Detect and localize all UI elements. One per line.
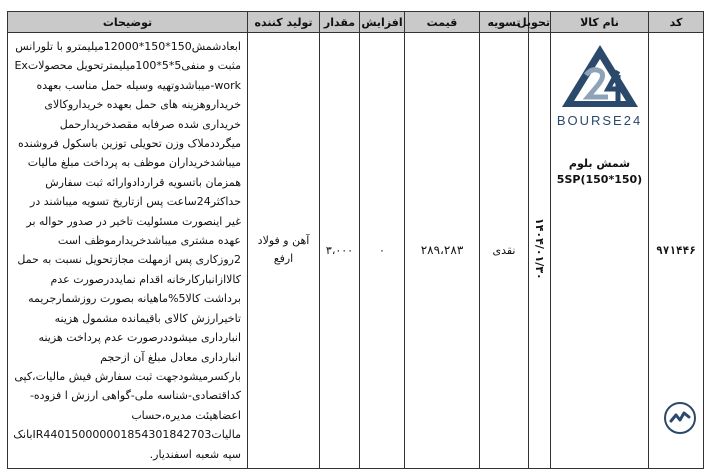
price-value: ۲۸۹،۲۸۳ [420, 243, 464, 258]
cell-delivery [529, 33, 551, 469]
header-name: نام کالا [551, 12, 649, 33]
commodity-table [7, 11, 704, 469]
cell-price [405, 33, 480, 469]
cell-description [8, 33, 248, 469]
product-code: ۹۷۱۴۴۶ [656, 243, 696, 257]
cell-producer [248, 33, 320, 469]
header-settlement: تسویه [480, 12, 529, 33]
header-quantity: مقدار [320, 12, 360, 33]
table-row [8, 33, 704, 469]
quantity-value: ۳،۰۰۰ [325, 243, 354, 257]
header-description: توضیحات [8, 12, 248, 33]
product-name [551, 156, 648, 188]
cell-increase [360, 33, 405, 469]
delivery-date: ۱۴۰۴/۰۱/۳۰ [533, 218, 546, 280]
description-text: ابعادشمش150*150*12000میلیمترو با تلورانس مثبت و منفی5*5*100میلیمترتحویل محصولاتEx work-میباشدوتهیه وسیله حمل مناسب بعهده خریداروهزینه های حمل بعهده خریداروکالای خریداری شده صرفابه مقصدخریدارحمل میگرددملاک وزن تحویلی توزین باسکول فروشنده میباشدخریداران موظف به پرداخت مبلغ مالیات همزمان باتسویه قراردادوارائه ثبت سفارش حداکثر24ساعت پس ازتاریخ تسویه میباشند در غیر اینصورت مسئولیت تاخیر در صدور حواله بر عهده مشتری میباشدخریدارموظف است 2روزکاری پس ازمهلت مجازتحویل نسبت به حمل کالاازانبارکارخانه اقدام نمایددرصورت عدم برداشت کالا5%ماهیانه بصورت روزشمارجریمه تاخیرارزش کالای باقیمانده مشمول هزینه انبارداری میشوددرصورت عدم پرداخت هزینه انبارداری معادل مبلغ آن ازحجم بارکسرمیشودجهت ثبت سفارش فیش مالیات،کپی کداقتصادی-شناسه ملی-گواهی ارزش ا فزوده- اعضاهیئت مدیره،حساب مالیاتIR440150000001854301842703بانک سپه شعبه اسفندیار. [13, 40, 241, 461]
header-increase: افزایش [360, 12, 405, 33]
bourse24-badge-icon [664, 402, 696, 434]
table-header-row [8, 12, 704, 33]
product-name-line1: شمش بلوم [568, 157, 631, 170]
settlement-type: نقدی [492, 243, 516, 257]
producer-name: آهن و فولاد ارفع [257, 234, 310, 266]
cell-name [551, 33, 649, 469]
header-producer: تولید کننده [248, 12, 320, 33]
cell-settlement [480, 33, 529, 469]
logo [551, 41, 648, 128]
header-delivery: تحویل [529, 12, 551, 33]
header-price: قیمت [405, 12, 480, 33]
increase-value: ۰ [379, 243, 385, 257]
cell-quantity [320, 33, 360, 469]
logo-text: BOURSE24 [556, 113, 643, 128]
bourse24-logo [558, 41, 642, 111]
product-name-line2: (150*150)5SP [556, 173, 643, 186]
header-code: کد [649, 12, 704, 33]
